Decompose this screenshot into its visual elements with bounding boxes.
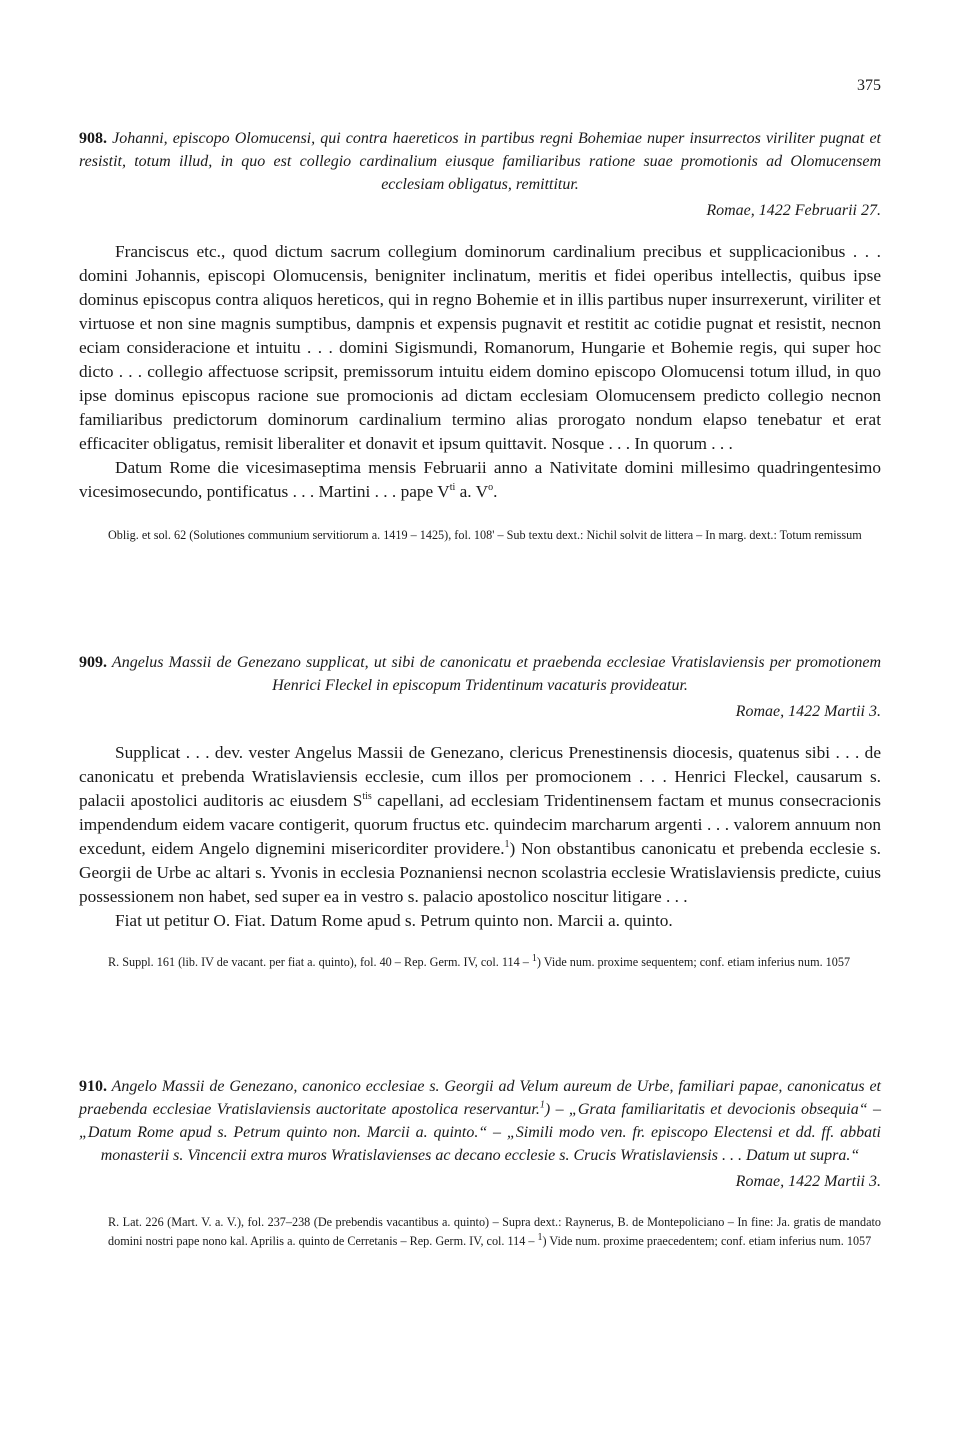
source-note — [79, 1213, 881, 1251]
superscript: o — [488, 482, 494, 494]
regest-text: Angelus Massii de Genezano supplicat, ut sibi de canonicatu et praebenda ecclesiae Vratislaviensis per promotionem Henrici Fleckel in episcopum Tridentinum vacaturis provideatur. — [111, 654, 882, 694]
footnote-marker: 1 — [537, 1231, 543, 1243]
entry-date: Romae, 1422 Martii 3. — [735, 1173, 881, 1190]
entry-number: 910. — [79, 1078, 107, 1095]
entry-body — [79, 240, 881, 504]
regest-text: ) – „Grata familiaritatis et devocionis obsequia“ – „Datum Rome apud s. Petrum quinto non. Marcii a. quinto.“ – „Simili modo ven. fr. episcopo Electensi et dd. ff. abbati monasterii s. Vincencii extra muros Wratislavienses ac decano ecclesie s. Crucis Wratislaviensis . . . Datum ut supra.“ — [79, 1101, 881, 1164]
text-run: ) Vide num. proxime praecedentem; conf. etiam inferius num. 1057 — [542, 1234, 872, 1248]
body-paragraph — [79, 456, 881, 504]
entry-909 — [79, 651, 881, 972]
footnote-marker: 1 — [539, 1099, 545, 1111]
page-number: 375 — [857, 77, 881, 94]
regest-text: Johanni, episcopo Olomucensi, qui contra haereticos in partibus regni Bohemiae nuper insurrectos viriliter pugnat et resistit, totum illud, in quo est collegio cardinalium eiusque familiaribus ratione suae promotionis ad Olomucensem ecclesiam obligatus, remittitur. — [79, 130, 881, 193]
text-run: Datum Rome die vicesimaseptima mensis Februarii anno a Nativitate domini millesimo quadringentesimo vicesimosecundo, pontificatus . . . Martini . . . pape V — [79, 458, 881, 501]
source-note: Oblig. et sol. 62 (Solutiones communium servitiorum a. 1419 – 1425), fol. 108' – Sub textu dext.: Nichil solvit de littera – In marg. dext.: Totum remissum — [108, 528, 862, 542]
entry-910 — [79, 1075, 881, 1251]
body-paragraph: Franciscus etc., quod dictum sacrum collegium dominorum cardinalium precibus et supplicacionibus . . . domini Johannis, episcopi Olomucensis, benigniter inclinatum, meritis et fidei operibus intellectis, quibus ipse dominus episcopus contra aliquos hereticos, qui in regno Bohemie et in illis partibus nuper insurrexerunt, viriliter et virtuose et non sine magnis sumptibus, dampnis et expensis pugnavit et restitit ac cotidie pugnat et resistit, necnon eciam consideracione et intuitu . . . domini Sigismundi, Romanorum, Hungarie et Bohemie regis, qui super hoc dicto . . . collegio affectuose scripsit, premissorum intuitu eidem domino episcopo Olomucensi totum illud, in quo ipse dominus episcopus racione sue promocionis ad dictam ecclesiam Olomucensem predicto collegio necnon familiaribus predictorum dominorum cardinalium termino alias prorogato nondum elapso tenebatur et erat efficaciter obligatus, remisit liberaliter et donavit et ipsum quittavit. Nosque . . . In quorum . . . — [79, 242, 881, 453]
text-run: . — [493, 482, 498, 501]
entry-number: 909. — [79, 654, 107, 671]
superscript: ti — [449, 482, 456, 494]
regest-text: Angelo Massii de Genezano, canonico ecclesiae s. Georgii ad Velum aureum de Urbe, familiari papae, canonicatus et praebenda ecclesiae Vratislaviensis auctoritate apostolica reservantur. — [79, 1078, 881, 1118]
text-run: R. Lat. 226 (Mart. V. a. V.), fol. 237–238 (De prebendis vacantibus a. quinto) – Supra dext.: Raynerus, B. de Montepoliciano – In fine: Ja. gratis de mandato domini nostri pape nono kal. Aprilis a. quinto de Cerretanis – Rep. Germ. IV, col. 114 – — [108, 1215, 881, 1248]
entry-regest — [79, 127, 881, 196]
entry-date: Romae, 1422 Martii 3. — [735, 703, 881, 720]
superscript: tis — [362, 791, 372, 803]
source-note — [79, 953, 881, 972]
entry-regest — [79, 1075, 881, 1167]
text-run: R. Suppl. 161 (lib. IV de vacant. per fiat a. quinto), fol. 40 – Rep. Germ. IV, col. 114 – — [108, 955, 532, 969]
body-paragraph: Fiat ut petitur O. Fiat. Datum Rome apud s. Petrum quinto non. Marcii a. quinto. — [115, 911, 673, 930]
body-paragraph — [79, 741, 881, 909]
text-run: Supplicat . . . dev. vester Angelus Massii de Genezano, clericus Prenestinensis diocesis, quatenus sibi . . . de canonicatu et prebenda Wratislaviensis ecclesie, cum illos per promocionem . . . Henrici Fleckel, causarum s. palacii apostolici auditoris ac eiusdem S — [79, 743, 881, 810]
text-run: ) Non obstantibus canonicatu et prebenda ecclesie s. Georgii de Urbe ac altari s. Yvonis in ecclesia Poznaniensi necnon scolastria ecclesie Wratislaviensis predicte, cuius possessionem non habet, sed super ea in vestro s. palacio apostolico noscitur litigare . . . — [79, 839, 881, 906]
text-run: capellani, ad ecclesiam Tridentinensem factam et munus consecracionis impendendum eidem vacare contigerit, quorum fructus etc. quindecim marcharum argenti . . . valorem annuum non excedunt, eidem Angelo dignemini misericorditer providere. — [79, 791, 881, 858]
footnote-marker: 1 — [504, 839, 510, 851]
text-run: a. V — [455, 482, 489, 501]
entry-date: Romae, 1422 Februarii 27. — [706, 202, 881, 219]
footnote-marker: 1 — [531, 952, 537, 964]
text-run: ) Vide num. proxime sequentem; conf. etiam inferius num. 1057 — [536, 955, 851, 969]
entry-regest — [79, 651, 881, 697]
entry-body — [79, 741, 881, 933]
entry-number: 908. — [79, 130, 107, 147]
entry-908 — [79, 127, 881, 545]
